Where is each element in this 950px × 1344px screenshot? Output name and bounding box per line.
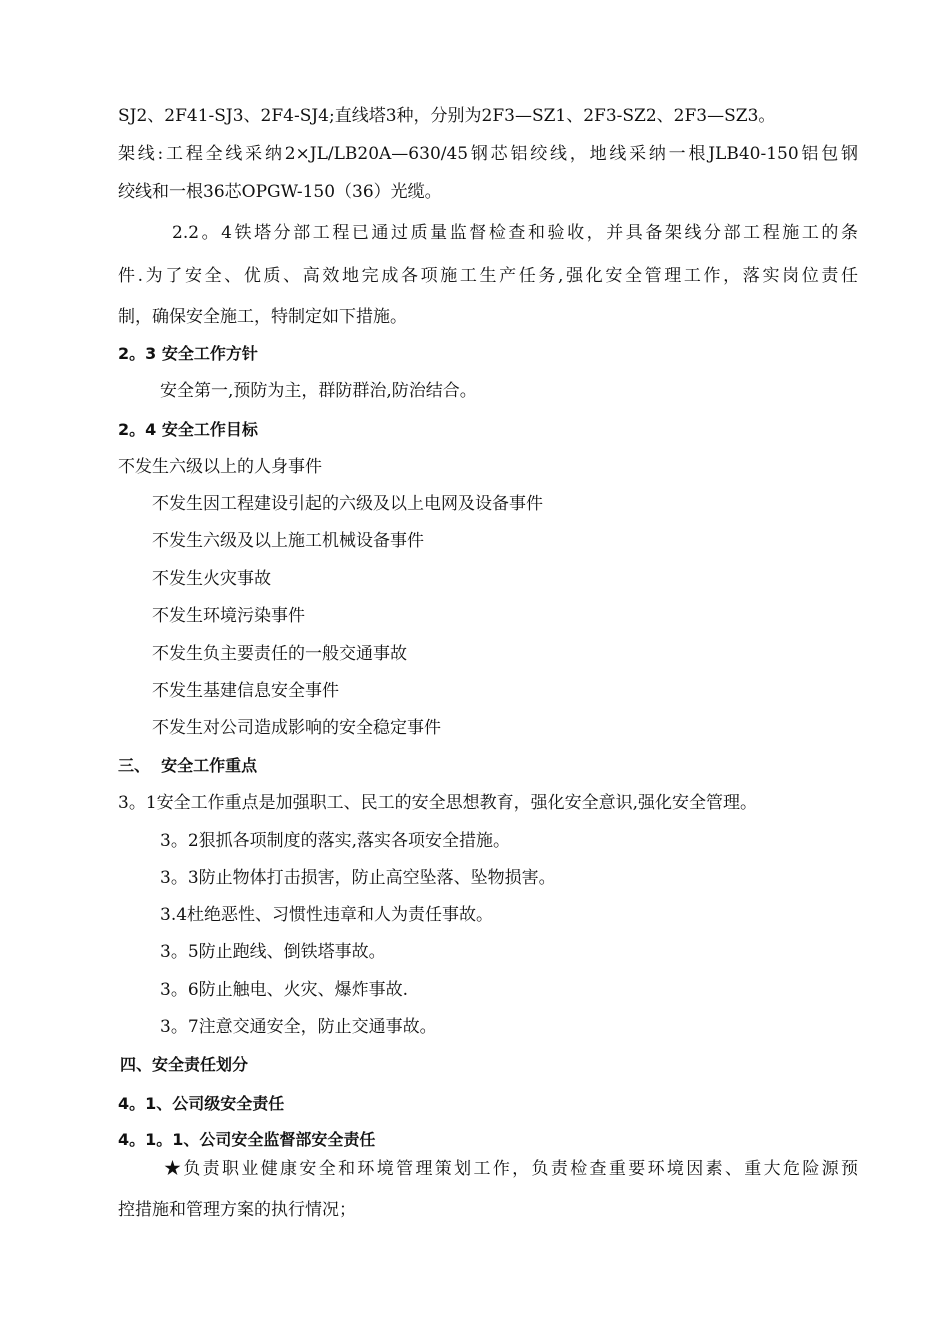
focus-item: 3.4杜绝恶性、习惯性违章和人为责任事故。: [160, 905, 494, 925]
goal-item: 不发生六级以上的人身事件: [118, 457, 322, 477]
para-2-2-4-line-1: 2.2。4铁塔分部工程已通过质量监督检查和验收，并具备架线分部工程施工的条: [172, 223, 858, 243]
goal-item: 不发生负主要责任的一般交通事故: [152, 644, 407, 664]
focus-item: 3。7注意交通安全，防止交通事故。: [160, 1017, 437, 1037]
section-4-1-1-text-line-2: 控措施和管理方案的执行情况；: [118, 1200, 356, 1220]
intro-line-1: SJ2、2F41-SJ3、2F4-SJ4;直线塔3种，分别为2F3—SZ1、2F3-SZ2、2F3—SZ3。: [118, 106, 776, 126]
section-2-3-text: 安全第一,预防为主，群防群治,防治结合。: [160, 381, 477, 401]
intro-line-3: 绞线和一根36芯OPGW-150（36）光缆。: [118, 182, 442, 202]
section-2-4-heading: 2。4 安全工作目标: [118, 420, 258, 439]
goal-item: 不发生环境污染事件: [152, 606, 305, 626]
section-4-heading: 四、安全责任划分: [120, 1055, 249, 1074]
para-2-2-4-line-2: 件.为了安全、优质、高效地完成各项施工生产任务,强化安全管理工作，落实岗位责任: [118, 266, 858, 286]
section-4-1-1-text-line-1: ★负责职业健康安全和环境管理策划工作，负责检查重要环境因素、重大危险源预: [164, 1159, 858, 1179]
focus-item: 3。6防止触电、火灾、爆炸事故.: [160, 980, 409, 1000]
goal-item: 不发生火灾事故: [152, 569, 271, 589]
goal-item: 不发生对公司造成影响的安全稳定事件: [152, 718, 441, 738]
focus-item: 3。1安全工作重点是加强职工、民工的安全思想教育，强化安全意识,强化安全管理。: [118, 793, 758, 813]
focus-item: 3。5防止跑线、倒铁塔事故。: [160, 942, 386, 962]
section-3-heading: 三、 安全工作重点: [118, 756, 258, 775]
section-2-3-heading: 2。3 安全工作方针: [118, 344, 258, 363]
intro-line-2: 架线:工程全线采纳2×JL/LB20A—630/45钢芯铝绞线，地线采纳一根JLB40-150铝包钢: [118, 144, 858, 164]
focus-item: 3。3防止物体打击损害，防止高空坠落、坠物损害。: [160, 868, 556, 888]
goal-item: 不发生基建信息安全事件: [152, 681, 339, 701]
goal-item: 不发生因工程建设引起的六级及以上电网及设备事件: [152, 494, 543, 514]
para-2-2-4-line-3: 制，确保安全施工，特制定如下措施。: [118, 307, 407, 327]
goal-item: 不发生六级及以上施工机械设备事件: [152, 531, 424, 551]
section-4-1-1-heading: 4。1。1、公司安全监督部安全责任: [118, 1130, 376, 1149]
section-4-1-heading: 4。1、公司级安全责任: [118, 1094, 285, 1113]
focus-item: 3。2狠抓各项制度的落实,落实各项安全措施。: [160, 831, 511, 851]
